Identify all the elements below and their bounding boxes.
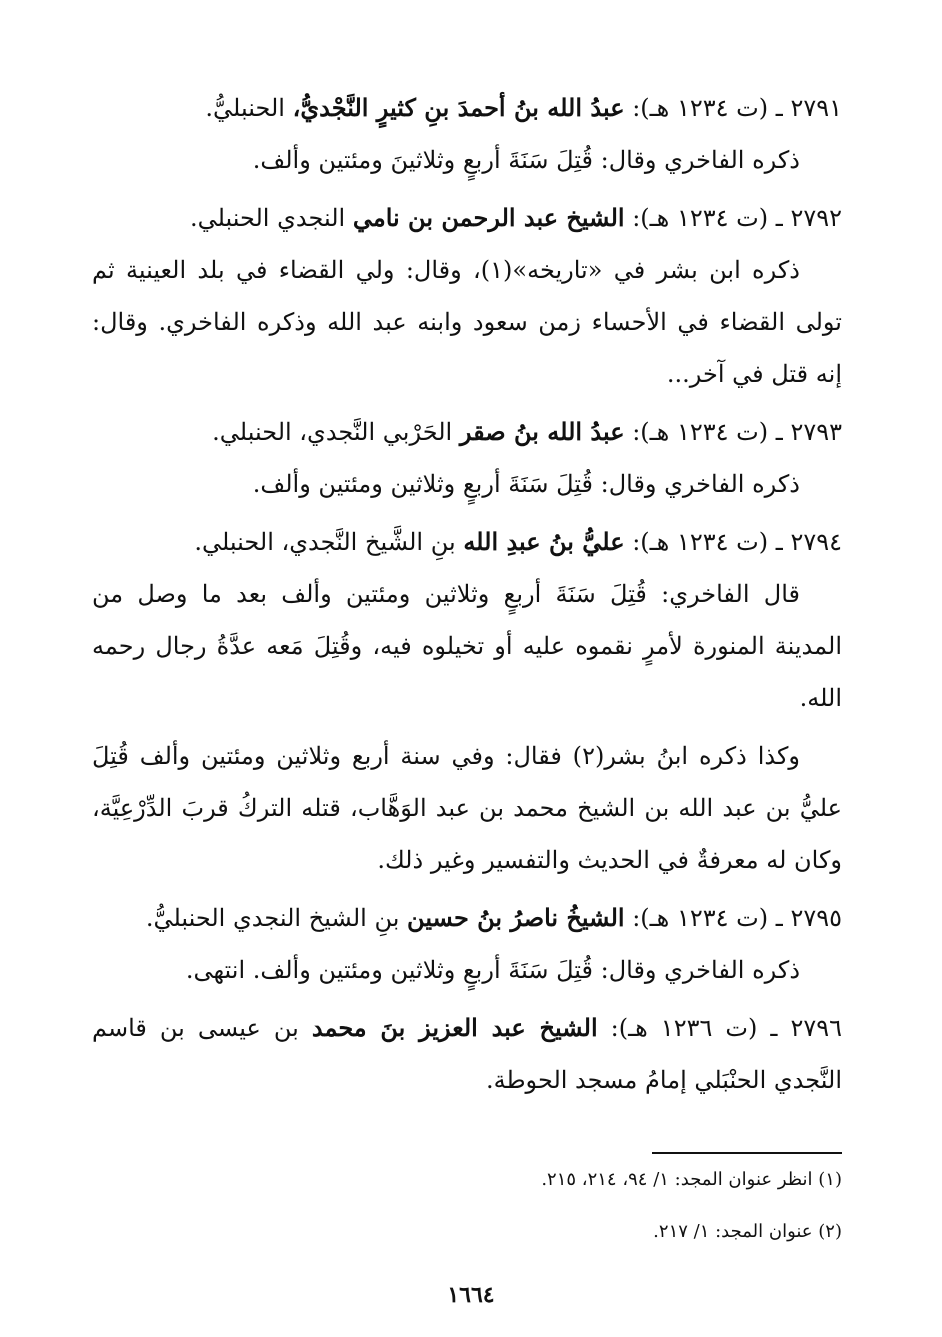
entry-number: ٢٧٩٥ ـ — [775, 904, 842, 932]
entry-paragraph: ذكره الفاخري وقال: قُتِلَ سَنَةَ أربعٍ وثلاثينَ ومئتين وألف. — [252, 146, 800, 174]
entry-paragraph: ذكره الفاخري وقال: قُتِلَ سَنَةَ أربعٍ وثلاثين ومئتين وألف. انتهى. — [185, 956, 800, 984]
entry-name: عليُّ بنُ عبدِ الله — [463, 527, 625, 556]
entry-number: ٢٧٩٣ ـ — [775, 418, 842, 446]
entry-2795 — [92, 892, 842, 944]
page-body — [92, 78, 842, 1106]
entry-date: (ت ١٢٣٤ هـ): — [632, 94, 769, 122]
entry-rest: الحَرْبي النَّجدي، الحنبلي. — [212, 418, 453, 446]
entry-2793 — [92, 406, 842, 458]
entry-2796 — [92, 1002, 842, 1106]
entry-date: (ت ١٢٣٤ هـ): — [632, 418, 769, 446]
footnote-2: (٢) عنوان المجد: ١/ ٢١٧. — [653, 1221, 842, 1242]
footnotes — [142, 1166, 842, 1270]
entry-name: الشيخ عبد الرحمن بن نامي — [352, 203, 625, 232]
page-number: ١٦٦٤ — [447, 1282, 495, 1308]
footnote-1: (١) انظر عنوان المجد: ١/ ٩٤، ٢١٤، ٢١٥. — [541, 1169, 842, 1190]
footnote-divider — [652, 1152, 842, 1154]
entry-2792 — [92, 192, 842, 244]
entry-rest: بنِ الشَّيخ النَّجدي، الحنبلي. — [194, 528, 456, 556]
entry-number: ٢٧٩٦ ـ — [770, 1014, 842, 1042]
entry-2791 — [92, 82, 842, 134]
entry-rest: بنِ الشيخ النجدي الحنبليُّ. — [145, 904, 400, 932]
entry-date: (ت ١٢٣٦ هـ): — [610, 1014, 758, 1042]
entry-name: عبدُ الله بنُ أحمدَ بنِ كثيرٍ النَّجْديُّ، — [292, 93, 625, 122]
entry-name: الشيخ عبد العزيز بنَ محمد — [311, 1013, 598, 1042]
entry-paragraph: ذكره الفاخري وقال: قُتِلَ سَنَةَ أربعٍ وثلاثين ومئتين وألف. — [252, 470, 800, 498]
entry-number: ٢٧٩٢ ـ — [775, 204, 842, 232]
entry-date: (ت ١٢٣٤ هـ): — [632, 528, 769, 556]
entry-rest: بن عيسى بن قاسم النَّجدي الحنْبَلي إمامُ مسجد الحوطة. — [92, 1014, 842, 1094]
entry-number: ٢٧٩١ ـ — [775, 94, 842, 122]
entry-date: (ت ١٢٣٤ هـ): — [632, 204, 769, 232]
entry-name: الشيخُ ناصرُ بنُ حسين — [407, 903, 625, 932]
entry-paragraph: وكذا ذكره ابنُ بشر(٢) فقال: وفي سنة أربع وثلاثين ومئتين وألف قُتِلَ عليُّ بن عبد الله بن الشيخ محمد بن عبد الوَهَّاب، قتله التركُ قربَ الدِّرْعِيَّة، وكان له معرفةٌ في الحديث والتفسير وغير ذلك. — [92, 742, 842, 874]
entry-number: ٢٧٩٤ ـ — [775, 528, 842, 556]
entry-rest: النجدي الحنبلي. — [189, 204, 346, 232]
entry-2794 — [92, 516, 842, 568]
entry-paragraph: ذكره ابن بشر في «تاريخه»(١)، وقال: ولي القضاء في بلد العينية ثم تولى القضاء في الأحساء زمن سعود وابنه عبد الله وذكره الفاخري. وقال: إنه قتل في آخر... — [92, 256, 842, 388]
entry-name: عبدُ الله بنُ صقر — [459, 417, 625, 446]
entry-rest: الحنبليُّ. — [205, 94, 285, 122]
entry-paragraph: قال الفاخري: قُتِلَ سَنَةَ أربعٍ وثلاثين ومئتين وألف بعد ما وصل من المدينة المنورة لأمرٍ نقموه عليه أو تخيلوه فيه، وقُتِلَ مَعه عدَّةُ رجال رحمه الله. — [92, 580, 842, 712]
entry-date: (ت ١٢٣٤ هـ): — [632, 904, 769, 932]
